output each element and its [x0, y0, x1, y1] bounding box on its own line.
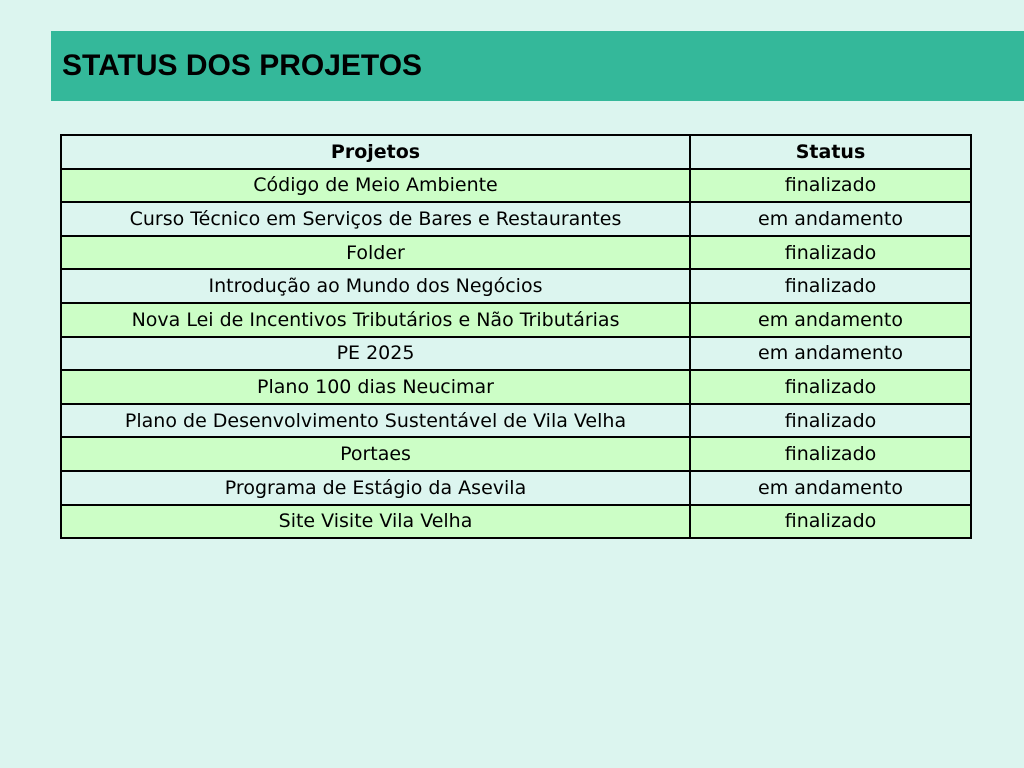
project-name-cell: PE 2025: [61, 337, 690, 371]
project-status-cell: finalizado: [690, 437, 971, 471]
table-row: [61, 303, 971, 337]
table-row: [61, 169, 971, 203]
table-row: [61, 202, 971, 236]
project-status-cell: em andamento: [690, 202, 971, 236]
table-row: [61, 505, 971, 539]
table-row: [61, 337, 971, 371]
project-status-cell: finalizado: [690, 269, 971, 303]
project-status-cell: finalizado: [690, 505, 971, 539]
project-status-cell: em andamento: [690, 337, 971, 371]
project-status-cell: em andamento: [690, 303, 971, 337]
title-bar: [51, 31, 1024, 101]
project-name-cell: Plano de Desenvolvimento Sustentável de Vila Velha: [61, 404, 690, 438]
table-row: [61, 471, 971, 505]
project-name-cell: Folder: [61, 236, 690, 270]
table-row: [61, 404, 971, 438]
project-status-cell: finalizado: [690, 404, 971, 438]
project-status-cell: finalizado: [690, 169, 971, 203]
project-name-cell: Plano 100 dias Neucimar: [61, 370, 690, 404]
projects-status-table: [60, 134, 972, 539]
project-status-cell: em andamento: [690, 471, 971, 505]
table-row: [61, 370, 971, 404]
column-header-status: Status: [690, 135, 971, 169]
project-name-cell: Portaes: [61, 437, 690, 471]
project-name-cell: Site Visite Vila Velha: [61, 505, 690, 539]
column-header-projetos: Projetos: [61, 135, 690, 169]
project-name-cell: Programa de Estágio da Asevila: [61, 471, 690, 505]
table-row: [61, 236, 971, 270]
table-row: [61, 269, 971, 303]
project-name-cell: Nova Lei de Incentivos Tributários e Não Tributárias: [61, 303, 690, 337]
project-name-cell: Curso Técnico em Serviços de Bares e Restaurantes: [61, 202, 690, 236]
page-title: STATUS DOS PROJETOS: [62, 49, 423, 82]
table-header-row: [61, 135, 971, 169]
project-status-cell: finalizado: [690, 236, 971, 270]
project-name-cell: Código de Meio Ambiente: [61, 169, 690, 203]
project-name-cell: Introdução ao Mundo dos Negócios: [61, 269, 690, 303]
table-row: [61, 437, 971, 471]
project-status-cell: finalizado: [690, 370, 971, 404]
